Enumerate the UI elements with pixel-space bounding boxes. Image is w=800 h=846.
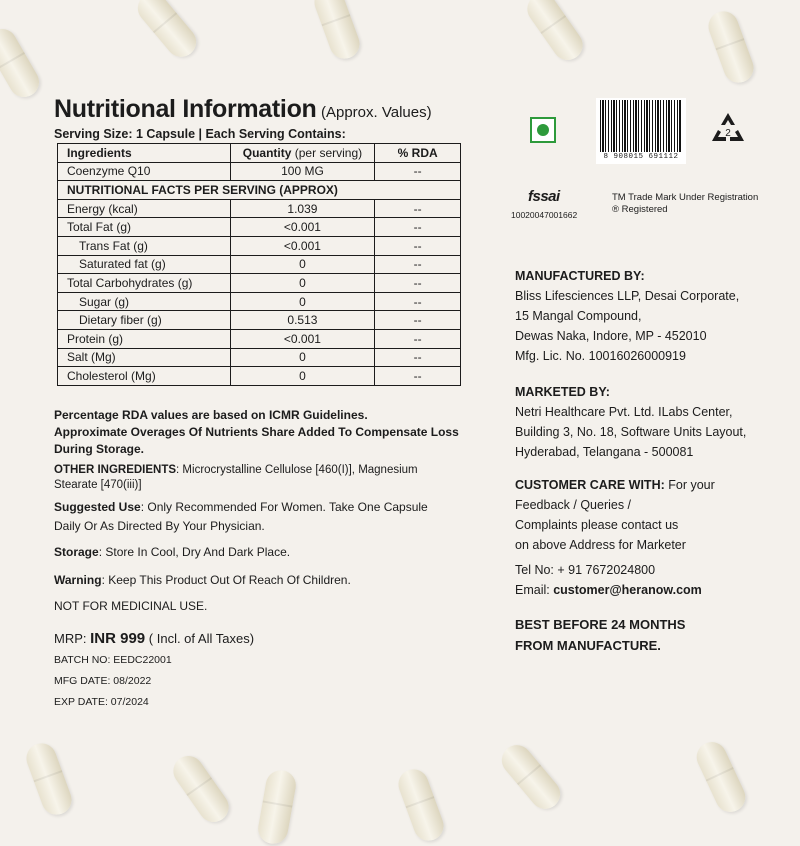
nutrition-table [57, 143, 461, 386]
row-name: Coenzyme Q10 [58, 162, 231, 181]
table-row [58, 199, 461, 218]
other-ingredients [54, 463, 464, 493]
header-rda: % RDA [375, 144, 461, 163]
suggested-use-text: : Only Recommended For Women. Take One Capsule Daily Or As Directed By Your Physician. [54, 500, 428, 533]
manufacturer-line: Bliss Lifesciences LLP, Desai Corporate, [515, 289, 740, 303]
customer-care-heading: CUSTOMER CARE WITH: [515, 478, 665, 492]
customer-care-tel: Tel No: + 91 7672024800 [515, 563, 656, 577]
row-rda: -- [375, 348, 461, 367]
capsule-image [704, 7, 758, 87]
facts-header-row [58, 181, 461, 200]
customer-care-line: Complaints please contact us [515, 518, 679, 532]
not-medicinal: NOT FOR MEDICINAL USE. [54, 599, 208, 613]
row-name: Total Fat (g) [58, 218, 231, 237]
row-qty: 0 [230, 274, 375, 293]
row-rda: -- [375, 329, 461, 348]
trademark-note [612, 192, 758, 216]
row-qty: 0 [230, 292, 375, 311]
manufacturer-line: 15 Mangal Compound, [515, 309, 642, 323]
capsule-image [132, 0, 203, 63]
row-name: Trans Fat (g) [58, 236, 231, 255]
title-main: Nutritional Information [54, 95, 317, 123]
table-row [58, 311, 461, 330]
barcode-number: 8 908015 691112 [603, 153, 679, 161]
capsule-image [521, 0, 588, 66]
title-subtitle: (Approx. Values) [320, 104, 432, 121]
mrp [54, 630, 254, 647]
trademark-line2: ® Registered [612, 204, 668, 215]
manufacturer-block [515, 266, 795, 366]
other-ingredients-label: OTHER INGREDIENTS [54, 464, 177, 476]
capsule-image [692, 737, 750, 817]
storage-text: : Store In Cool, Dry And Dark Place. [98, 545, 291, 559]
row-name: Salt (Mg) [58, 348, 231, 367]
mrp-note: ( Incl. of All Taxes) [148, 631, 255, 646]
row-qty: 0 [230, 367, 375, 386]
batch-number: BATCH NO: EEDC22001 [54, 654, 172, 666]
capsule-image [256, 768, 298, 846]
storage-label: Storage [54, 545, 99, 559]
barcode-icon [600, 100, 682, 152]
row-qty: 0 [230, 348, 375, 367]
suggested-use-label: Suggested Use [54, 500, 141, 514]
row-rda: -- [375, 255, 461, 274]
row-qty: 0.513 [230, 311, 375, 330]
facts-header: NUTRITIONAL FACTS PER SERVING (APPROX) [58, 181, 461, 200]
row-name: Saturated fat (g) [58, 255, 231, 274]
recycle-code: 2 [725, 128, 731, 139]
manufacturer-line: Mfg. Lic. No. 10016026000919 [515, 349, 686, 363]
row-rda: -- [375, 199, 461, 218]
storage [54, 543, 454, 562]
row-rda: -- [375, 367, 461, 386]
marketer-block [515, 382, 795, 462]
best-before-line2: FROM MANUFACTURE. [515, 638, 661, 653]
manufacturer-heading: MANUFACTURED BY: [515, 269, 645, 283]
table-row [58, 218, 461, 237]
suggested-use [54, 498, 454, 536]
trademark-line1: TM Trade Mark Under Registration [612, 192, 759, 203]
row-rda: -- [375, 162, 461, 181]
row-rda: -- [375, 311, 461, 330]
capsule-image [0, 23, 44, 102]
row-qty: 1.039 [230, 199, 375, 218]
page-title [54, 95, 432, 124]
row-qty: <0.001 [230, 329, 375, 348]
capsule-image [22, 739, 76, 819]
table-row [58, 329, 461, 348]
customer-care-line: on above Address for Marketer [515, 538, 686, 552]
row-qty: 0 [230, 255, 375, 274]
customer-care-block [515, 475, 795, 600]
recycle-icon [708, 110, 748, 146]
rda-note-line1: Percentage RDA values are based on ICMR Guidelines. [54, 408, 368, 422]
mrp-label: MRP: [54, 631, 87, 646]
exp-date: EXP DATE: 07/2024 [54, 696, 149, 708]
row-rda: -- [375, 218, 461, 237]
row-rda: -- [375, 292, 461, 311]
warning [54, 571, 454, 590]
row-name: Cholesterol (Mg) [58, 367, 231, 386]
table-row [58, 274, 461, 293]
fssai-logo: fssai [528, 188, 560, 205]
header-ingredients: Ingredients [58, 144, 231, 163]
row-name: Total Carbohydrates (g) [58, 274, 231, 293]
table-row [58, 162, 461, 181]
veg-mark-icon [530, 117, 556, 143]
barcode [596, 98, 686, 164]
table-row [58, 367, 461, 386]
manufacturer-line: Dewas Naka, Indore, MP - 452010 [515, 329, 707, 343]
marketer-heading: MARKETED BY: [515, 385, 610, 399]
customer-care-title [515, 475, 795, 495]
table-row [58, 348, 461, 367]
table-row [58, 236, 461, 255]
marketer-line: Netri Healthcare Pvt. Ltd. ILabs Center, [515, 405, 733, 419]
table-header-row [58, 144, 461, 163]
warning-label: Warning [54, 573, 102, 587]
email-link[interactable]: customer@heranow.com [553, 583, 702, 597]
customer-care-email: Email: customer@heranow.com [515, 583, 702, 597]
rda-note-line2: Approximate Overages Of Nutrients Share Added To Compensate Loss During Storage. [54, 425, 459, 456]
best-before-line1: BEST BEFORE 24 MONTHS [515, 617, 686, 632]
row-rda: -- [375, 236, 461, 255]
marketer-line: Building 3, No. 18, Software Units Layout, [515, 425, 747, 439]
table-row [58, 255, 461, 274]
header-quantity: Quantity (per serving) [230, 144, 375, 163]
mrp-value: INR 999 [90, 630, 146, 647]
fssai-license: 10020047001662 [511, 210, 578, 220]
row-qty: 100 MG [230, 162, 375, 181]
marketer-line: Hyderabad, Telangana - 500081 [515, 445, 694, 459]
rda-note [54, 407, 464, 458]
serving-size: Serving Size: 1 Capsule | Each Serving Contains: [54, 127, 346, 141]
customer-care-heading-rest: For your [664, 478, 715, 492]
capsule-image [496, 739, 567, 815]
row-name: Dietary fiber (g) [58, 311, 231, 330]
row-qty: <0.001 [230, 236, 375, 255]
capsule-image [394, 765, 448, 845]
customer-care-line: Feedback / Queries / [515, 498, 632, 512]
row-name: Protein (g) [58, 329, 231, 348]
row-name: Sugar (g) [58, 292, 231, 311]
row-name: Energy (kcal) [58, 199, 231, 218]
mfg-date: MFG DATE: 08/2022 [54, 675, 152, 687]
other-ingredients-text: : Microcrystalline Cellulose [460(I)], Magnesium Stearate [470(iii)] [54, 464, 418, 491]
table-row [58, 292, 461, 311]
capsule-image [167, 750, 234, 828]
warning-text: : Keep This Product Out Of Reach Of Children. [101, 573, 351, 587]
capsule-image [310, 0, 364, 63]
row-qty: <0.001 [230, 218, 375, 237]
row-rda: -- [375, 274, 461, 293]
best-before [515, 614, 685, 656]
